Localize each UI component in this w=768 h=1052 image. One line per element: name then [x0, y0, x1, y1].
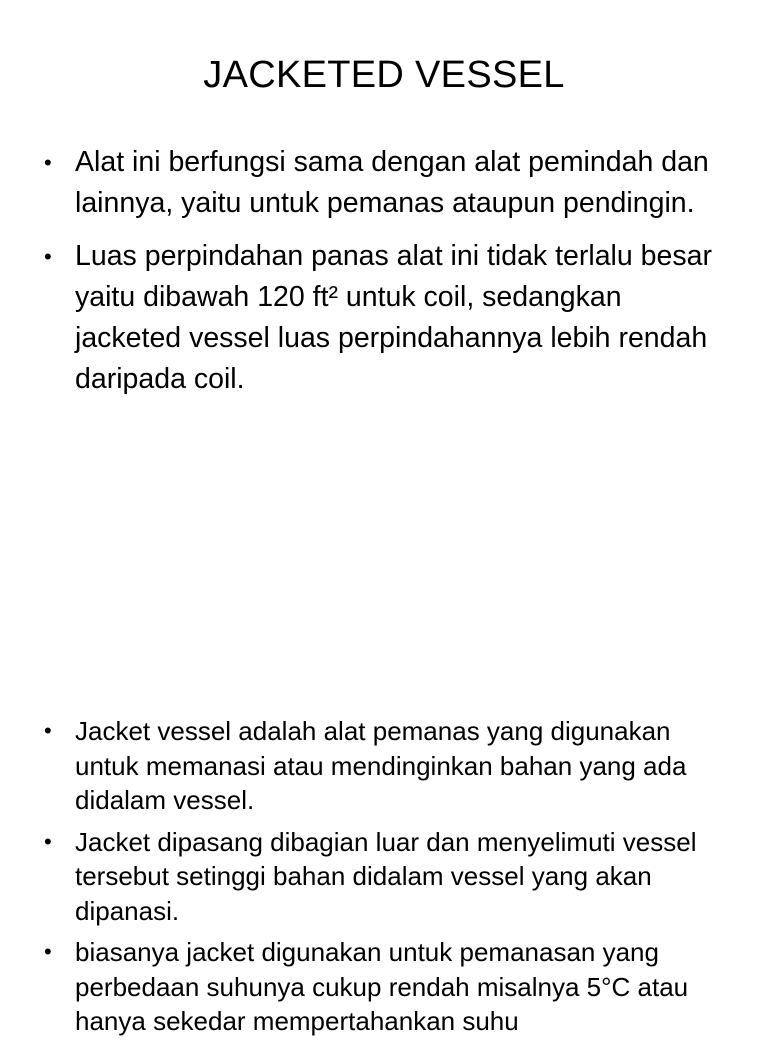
list-item [0, 142, 768, 224]
bullet-icon: • [44, 718, 52, 743]
list-item [0, 236, 768, 400]
bullet-icon: • [44, 150, 52, 175]
bullet-icon: • [44, 939, 52, 964]
bullet-text: biasanya jacket digunakan untuk pemanasan yang perbedaan suhunya cukup rendah misalnya 5°C atau hanya sekedar mempertahankan suhu [75, 937, 689, 1036]
bullet-icon: • [44, 244, 52, 269]
bullet-icon: • [44, 828, 52, 854]
bullet-text: Luas perpindahan panas alat ini tidak terlalu besar yaitu dibawah 120 ft² untuk coil, sedangkan jacketed vessel luas perpindahannya lebih rendah daripada coil. [75, 240, 712, 395]
list-item [0, 825, 768, 929]
bullet-list [0, 142, 768, 412]
bullet-text: Jacket dipasang dibagian luar dan menyelimuti vessel tersebut setinggi bahan didalam vessel yang akan dipanasi. [75, 826, 697, 926]
slide-2 [0, 712, 768, 1052]
slide-title: JACKETED VESSEL [203, 54, 565, 96]
bullet-text: Alat ini berfungsi sama dengan alat pemindah dan lainnya, yaitu untuk pemanas ataupun pendingin. [75, 146, 709, 219]
list-item [0, 714, 768, 818]
bullet-text: Jacket vessel adalah alat pemanas yang digunakan untuk memanasi atau mendinginkan bahan yang ada didalam vessel. [75, 716, 687, 815]
list-item [0, 935, 768, 1039]
bullet-list [0, 714, 768, 1046]
